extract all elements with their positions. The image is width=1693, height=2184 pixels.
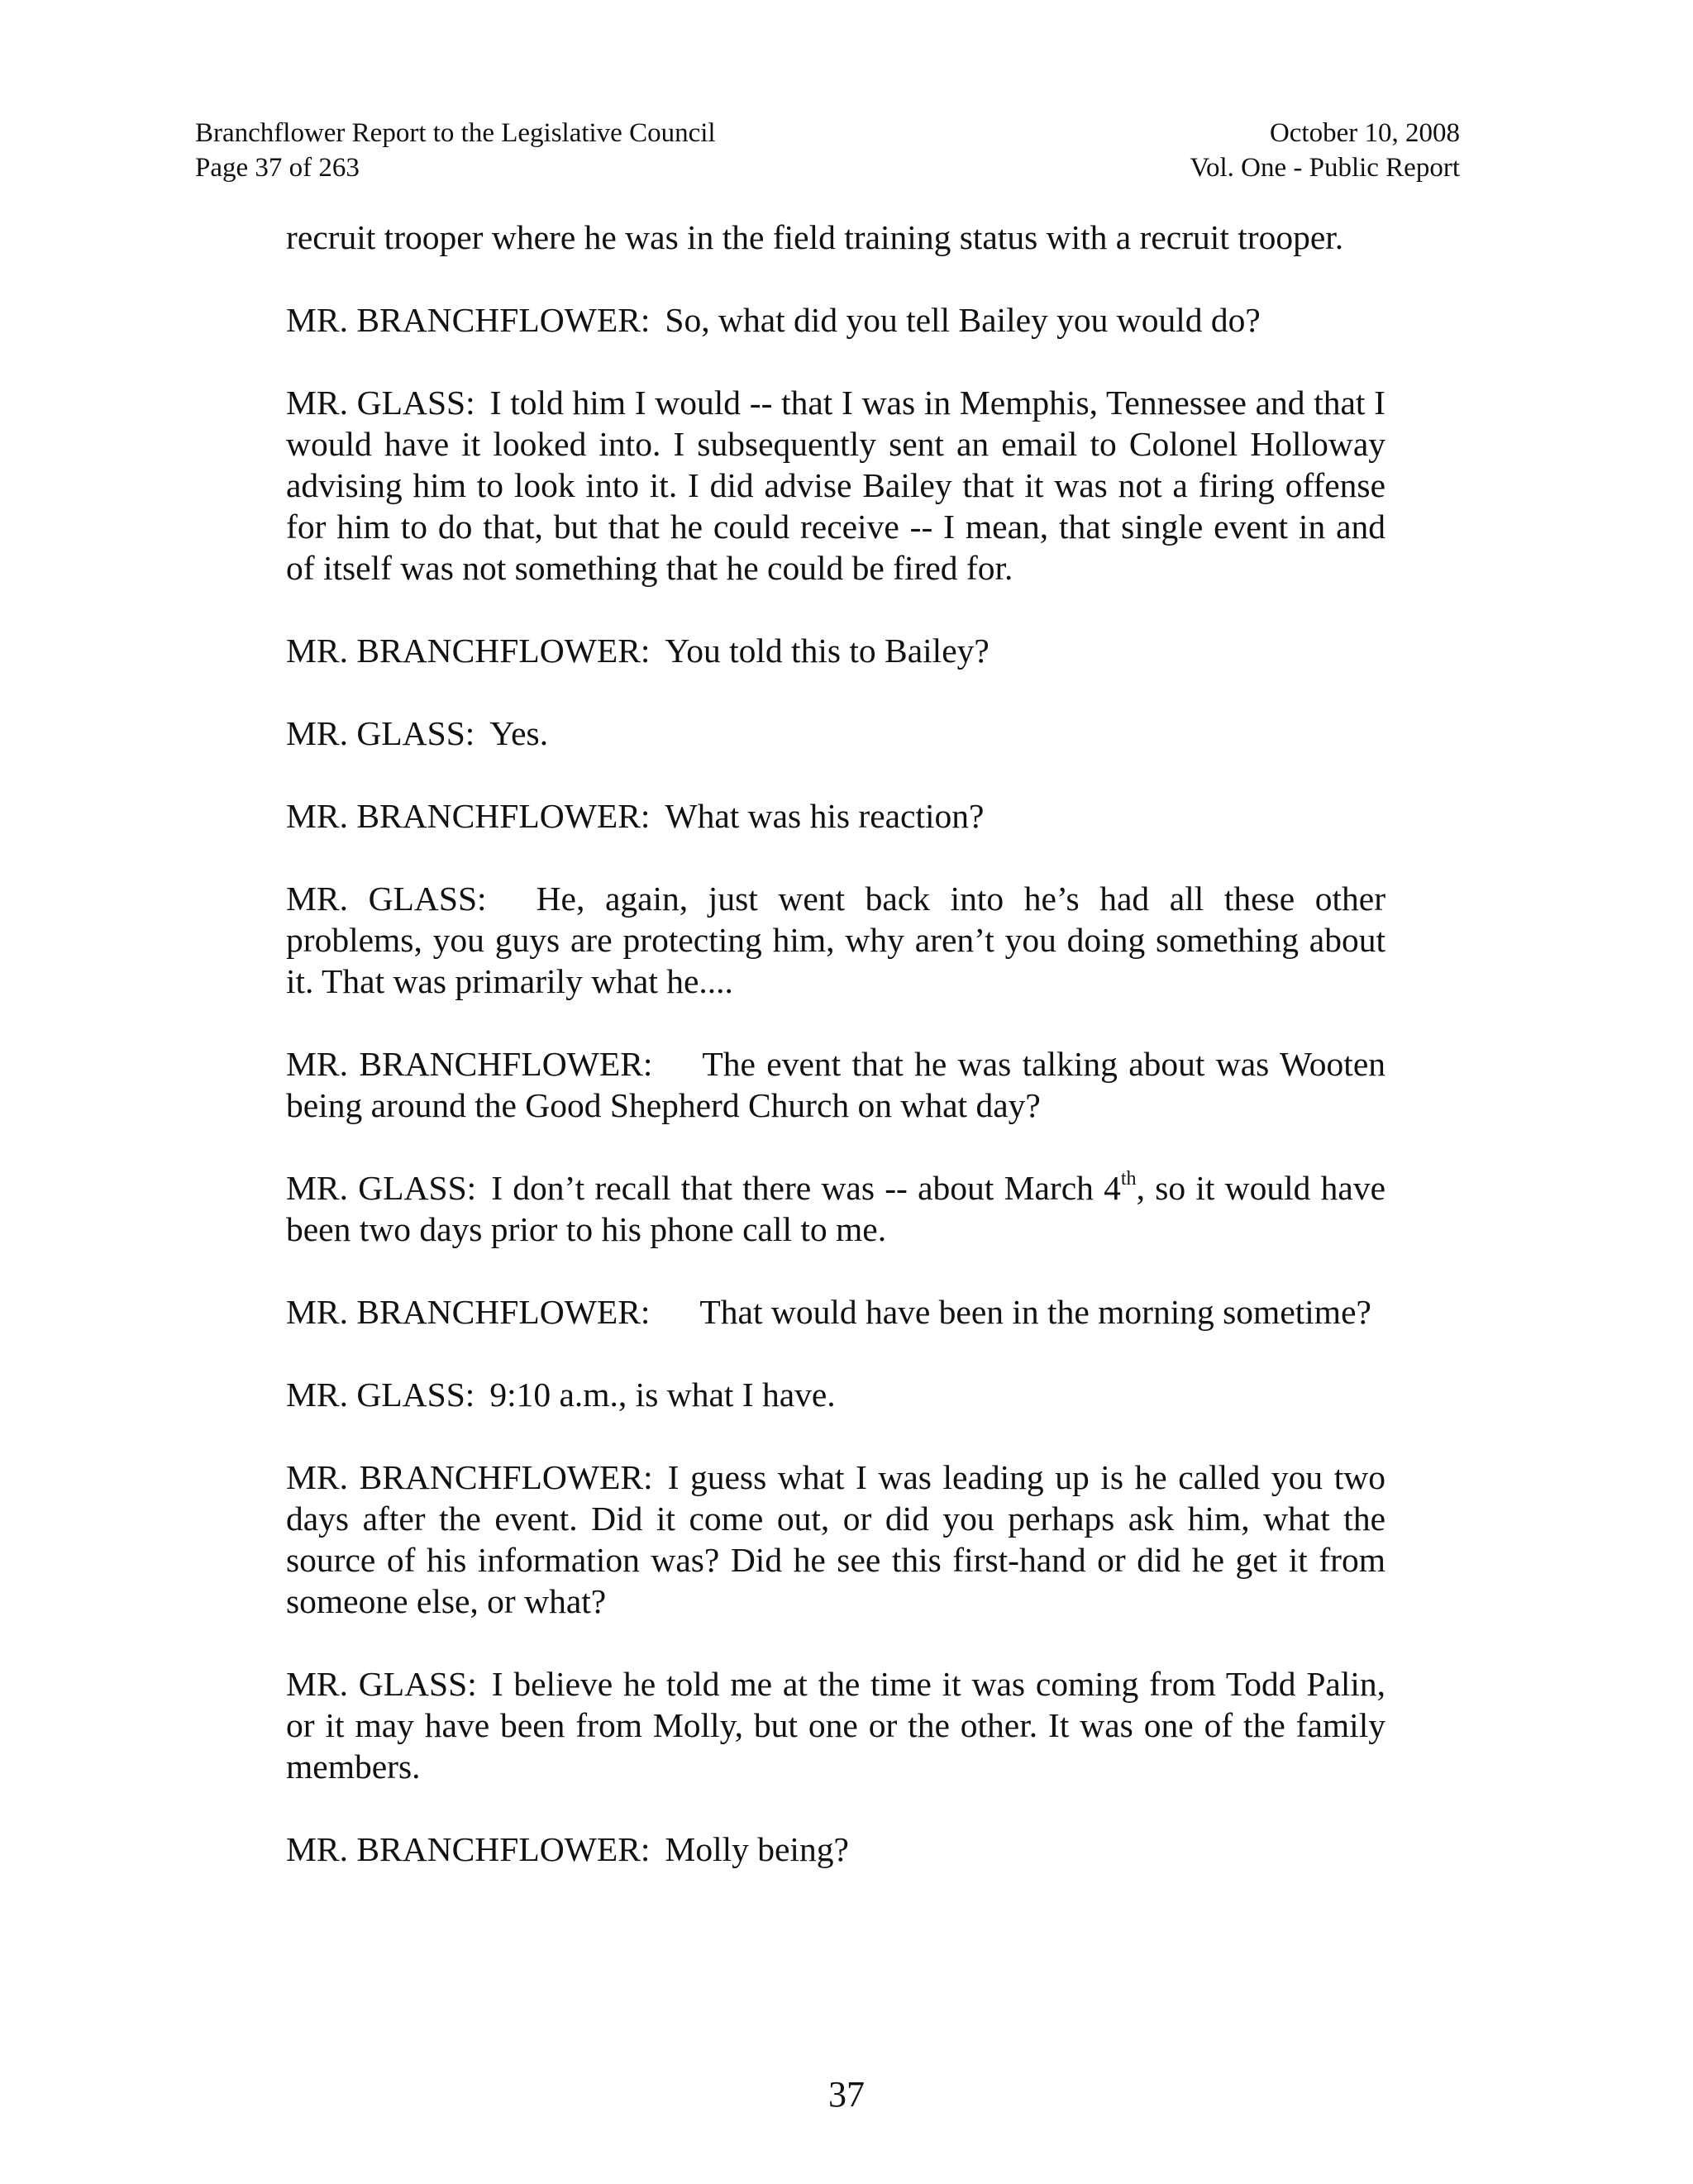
transcript-paragraph bbox=[286, 382, 1385, 589]
paragraph-text-after: , so it would have been two days prior to his phone call to me. bbox=[286, 1169, 1385, 1248]
page-number: 37 bbox=[828, 2074, 865, 2115]
speaker-label: MR. GLASS: bbox=[286, 1169, 477, 1207]
report-date: October 10, 2008 bbox=[1269, 118, 1460, 148]
speaker-label: MR. GLASS: bbox=[286, 880, 487, 918]
paragraph-text: So, what did you tell Bailey you would do? bbox=[665, 301, 1261, 339]
speaker-label: MR. BRANCHFLOWER: bbox=[286, 1293, 651, 1331]
transcript-paragraph-continuation bbox=[286, 217, 1385, 258]
paragraph-text: I guess what I was leading up is he called you two days after the event. Did it come out, or did you perhaps ask him, what the source of his information was? Did he see this first-hand or did he get it from someone else, or what? bbox=[286, 1458, 1385, 1620]
paragraph-text: I believe he told me at the time it was coming from Todd Palin, or it may have been from Molly, but one or the other. It was one of the family members. bbox=[286, 1665, 1386, 1786]
transcript-body bbox=[286, 217, 1385, 1911]
paragraph-text: Yes. bbox=[489, 714, 549, 752]
volume-label: Vol. One - Public Report bbox=[1190, 153, 1460, 183]
report-title: Branchflower Report to the Legislative Council bbox=[195, 118, 716, 148]
header-left bbox=[195, 116, 716, 185]
speaker-label: MR. GLASS: bbox=[286, 1376, 475, 1414]
transcript-paragraph bbox=[286, 1167, 1385, 1250]
transcript-paragraph bbox=[286, 795, 1385, 837]
transcript-paragraph bbox=[286, 1829, 1385, 1870]
speaker-label: MR. GLASS: bbox=[286, 384, 475, 422]
transcript-paragraph bbox=[286, 713, 1385, 754]
paragraph-text: That would have been in the morning sometime? bbox=[699, 1293, 1371, 1331]
paragraph-text: You told this to Bailey? bbox=[665, 632, 990, 670]
speaker-label: MR. BRANCHFLOWER: bbox=[286, 1830, 651, 1868]
speaker-label: MR. BRANCHFLOWER: bbox=[286, 797, 651, 835]
transcript-paragraph bbox=[286, 878, 1385, 1002]
header-right bbox=[1190, 116, 1460, 185]
transcript-paragraph bbox=[286, 630, 1385, 671]
paragraph-text-before: I don’t recall that there was -- about March 4 bbox=[491, 1169, 1121, 1207]
paragraph-text: 9:10 a.m., is what I have. bbox=[489, 1376, 836, 1414]
transcript-paragraph bbox=[286, 1043, 1385, 1126]
transcript-paragraph bbox=[286, 1663, 1385, 1787]
paragraph-text: The event that he was talking about was Wooten being around the Good Shepherd Church on what day? bbox=[286, 1045, 1385, 1124]
page-label: Page 37 of 263 bbox=[195, 153, 360, 183]
speaker-label: MR. BRANCHFLOWER: bbox=[286, 632, 651, 670]
speaker-label: MR. GLASS: bbox=[286, 1665, 477, 1703]
transcript-paragraph bbox=[286, 1457, 1385, 1622]
paragraph-text: Molly being? bbox=[665, 1830, 849, 1868]
speaker-label: MR. BRANCHFLOWER: bbox=[286, 301, 651, 339]
paragraph-text: I told him I would -- that I was in Memphis, Tennessee and that I would have it looked into. I subsequently sent an email to Colonel Holloway advising him to look into it. I did advise Bailey that it was not a firing offense for him to do that, but that he could receive -- I mean, that single event in and of itself was not something that he could be fired for. bbox=[286, 384, 1385, 587]
paragraph-text: recruit trooper where he was in the field training status with a recruit trooper. bbox=[286, 218, 1344, 256]
paragraph-text: What was his reaction? bbox=[665, 797, 985, 835]
transcript-paragraph bbox=[286, 1374, 1385, 1415]
transcript-paragraph bbox=[286, 1291, 1385, 1333]
speaker-label: MR. BRANCHFLOWER: bbox=[286, 1458, 653, 1496]
ordinal-superscript: th bbox=[1120, 1168, 1137, 1190]
speaker-label: MR. GLASS: bbox=[286, 714, 475, 752]
transcript-paragraph bbox=[286, 299, 1385, 341]
speaker-label: MR. BRANCHFLOWER: bbox=[286, 1045, 653, 1083]
paragraph-text: He, again, just went back into he’s had all these other problems, you guys are protecting him, why aren’t you doing something about it. That was primarily what he.... bbox=[286, 880, 1386, 1000]
